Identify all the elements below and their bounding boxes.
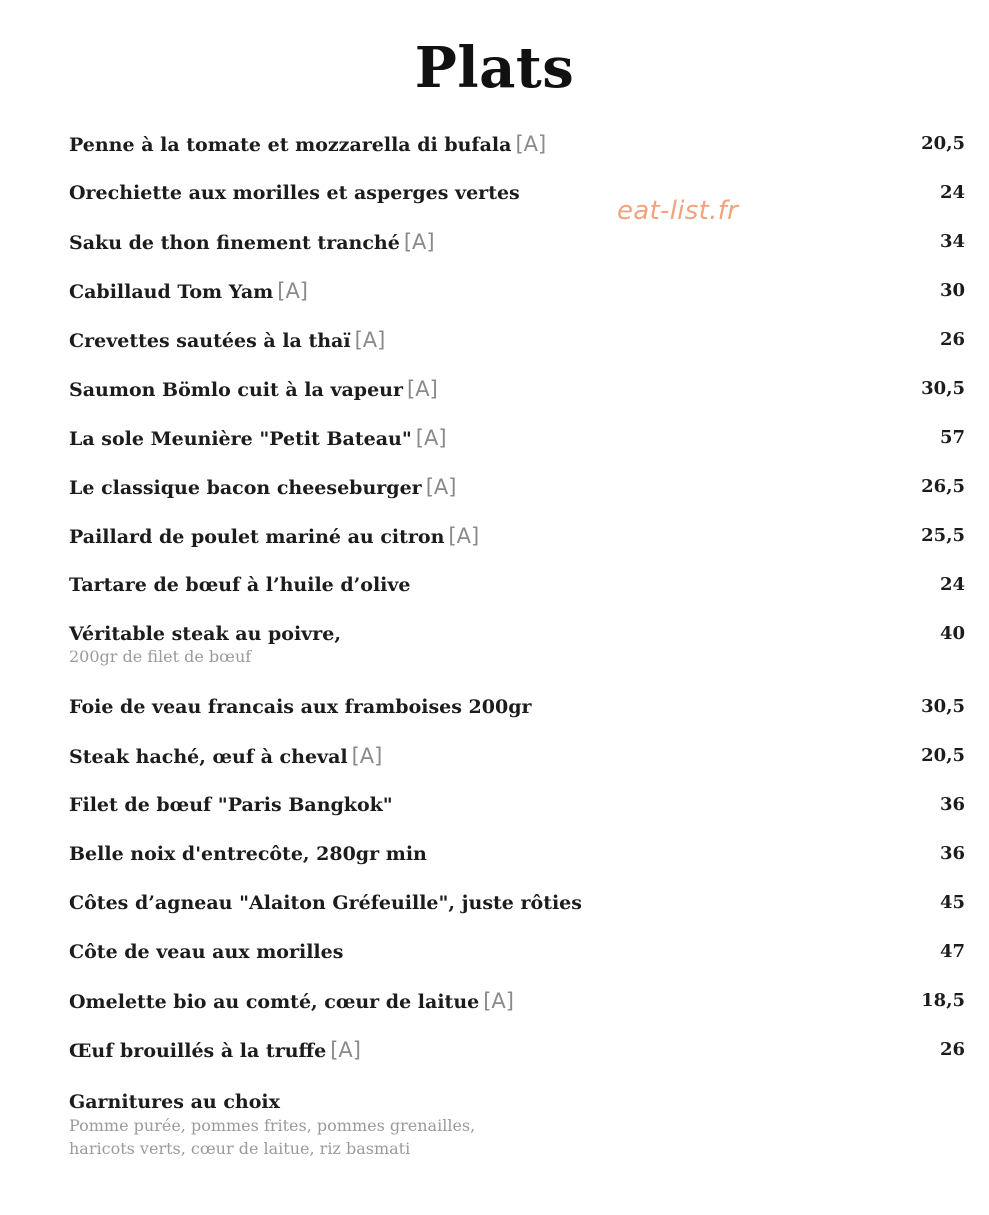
- dish-row: [69, 616, 965, 689]
- dish-name: [69, 277, 308, 306]
- dish-row: [69, 787, 965, 836]
- dish-name: [69, 987, 514, 1016]
- dish-name-text: Saumon Bömlo cuit à la vapeur: [69, 379, 404, 401]
- allergen-tag: [A]: [415, 426, 447, 450]
- dish-row: [69, 420, 965, 469]
- allergen-tag: [A]: [515, 132, 547, 156]
- page-title: Plats: [414, 35, 575, 101]
- dish-price: 36: [939, 794, 965, 815]
- dish-name-text: Omelette bio au comté, cœur de laitue: [69, 991, 480, 1013]
- allergen-tag: [A]: [483, 989, 514, 1013]
- dish-name: [69, 791, 393, 819]
- dish-name-text: Orechiette aux morilles et asperges vertes: [69, 182, 520, 204]
- dish-name-text: Côte de veau aux morilles: [69, 941, 344, 963]
- dish-name-text: La sole Meunière "Petit Bateau": [69, 428, 412, 450]
- dish-name-text: Cabillaud Tom Yam: [69, 281, 274, 303]
- dish-name-text: Véritable steak au poivre,: [69, 623, 341, 645]
- dish-price: 18,5: [921, 990, 965, 1011]
- dish-name-text: Paillard de poulet mariné au citron: [69, 526, 445, 548]
- allergen-tag: [A]: [425, 475, 457, 499]
- dish-name: [69, 326, 385, 355]
- sides-options-line-2: haricots verts, cœur de laitue, riz basmati: [69, 1139, 411, 1158]
- dish-price: 34: [939, 231, 965, 252]
- dish-row: [69, 738, 965, 787]
- dish-price: 30,5: [921, 378, 965, 399]
- dish-price: 26: [939, 1039, 965, 1060]
- allergen-tag: [A]: [277, 279, 309, 303]
- dish-name: [69, 840, 427, 868]
- dish-row: [69, 1032, 965, 1081]
- dish-row: [69, 689, 965, 738]
- dish-name-text: Penne à la tomate et mozzarella di bufala: [69, 134, 512, 156]
- dish-name: [69, 522, 479, 551]
- dish-name-text: Saku de thon finement tranché: [69, 232, 400, 254]
- dish-name: [69, 473, 456, 502]
- watermark: eat-list.fr: [617, 196, 739, 226]
- dish-name-text: Belle noix d'entrecôte, 280gr min: [69, 843, 427, 865]
- dish-name: [69, 130, 546, 159]
- dish-price: 40: [939, 623, 965, 644]
- sides-section: [69, 1090, 669, 1160]
- dish-price: 36: [939, 843, 965, 864]
- dish-name: [69, 424, 447, 453]
- dish-price: 30: [939, 280, 965, 301]
- dish-name-text: Côtes d’agneau "Alaiton Gréfeuille", juste rôties: [69, 892, 582, 914]
- dish-name-text: Foie de veau francais aux framboises 200gr: [69, 696, 532, 718]
- dish-price: 45: [939, 892, 965, 913]
- dish-name-text: Tartare de bœuf à l’huile d’olive: [69, 574, 411, 596]
- dish-name: [69, 742, 382, 771]
- dish-description: 200gr de filet de bœuf: [69, 647, 252, 666]
- dish-price: 30,5: [921, 696, 965, 717]
- dish-name: [69, 620, 341, 648]
- allergen-tag: [A]: [403, 230, 435, 254]
- dish-name: [69, 938, 343, 966]
- allergen-tag: [A]: [354, 328, 386, 352]
- dish-row: [69, 371, 965, 420]
- dish-name-text: Œuf brouillés à la truffe: [69, 1040, 327, 1062]
- dish-row: [69, 836, 965, 885]
- dish-row: [69, 885, 965, 934]
- dish-price: 20,5: [921, 745, 965, 766]
- dish-row: [69, 469, 965, 518]
- allergen-tag: [A]: [351, 744, 383, 768]
- sides-options-line-1: Pomme purée, pommes frites, pommes grenailles,: [69, 1116, 476, 1135]
- dish-name: [69, 693, 532, 721]
- dish-price: 26,5: [921, 476, 965, 497]
- dish-name-text: Steak haché, œuf à cheval: [69, 746, 348, 768]
- dish-name: [69, 889, 582, 917]
- dish-name-text: Filet de bœuf "Paris Bangkok": [69, 794, 393, 816]
- sides-title: Garnitures au choix: [69, 1091, 280, 1113]
- dish-name: [69, 179, 520, 207]
- dish-name: [69, 571, 411, 599]
- dish-name: [69, 375, 438, 404]
- dish-name-text: Le classique bacon cheeseburger: [69, 477, 422, 499]
- dish-row: [69, 322, 965, 371]
- dish-price: 57: [939, 427, 965, 448]
- allergen-tag: [A]: [330, 1038, 361, 1062]
- dish-name-text: Crevettes sautées à la thaï: [69, 330, 351, 352]
- dish-price: 47: [939, 941, 965, 962]
- allergen-tag: [A]: [407, 377, 438, 401]
- dish-row: [69, 126, 965, 175]
- dish-row: [69, 934, 965, 983]
- dish-row: [69, 567, 965, 616]
- dish-name: [69, 228, 435, 257]
- dish-list: [69, 126, 965, 1081]
- dish-row: [69, 273, 965, 322]
- dish-row: [69, 518, 965, 567]
- dish-price: 25,5: [921, 525, 965, 546]
- dish-row: [69, 224, 965, 273]
- dish-price: 24: [939, 574, 965, 595]
- dish-price: 26: [939, 329, 965, 350]
- dish-name: [69, 1036, 361, 1065]
- dish-price: 24: [939, 182, 965, 203]
- dish-price: 20,5: [921, 133, 965, 154]
- allergen-tag: [A]: [448, 524, 480, 548]
- dish-row: [69, 983, 965, 1032]
- dish-row: [69, 175, 965, 224]
